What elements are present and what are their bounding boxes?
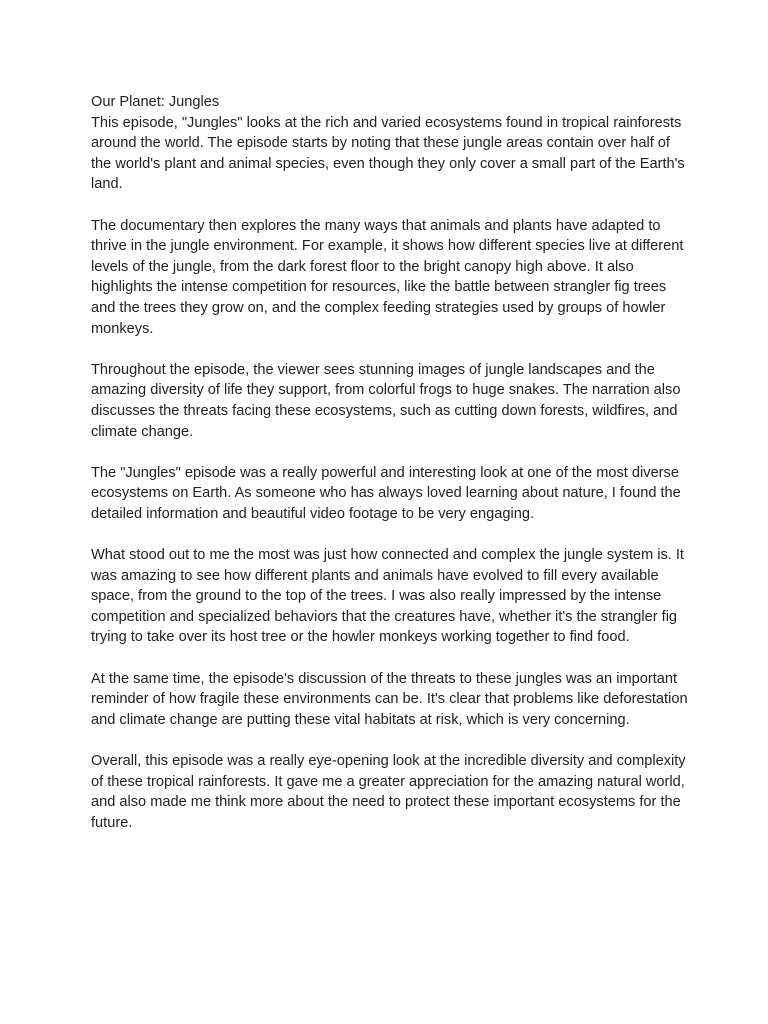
paragraph-4: The "Jungles" episode was a really powerful and interesting look at one of the most diverse ecosystems on Earth. As someone who has always loved learning about nature, I found the detailed information and beautiful video footage to be very engaging.	[91, 464, 681, 522]
paragraph-6: At the same time, the episode's discussion of the threats to these jungles was an important reminder of how fragile these environments can be. It's clear that problems like deforestation and climate change are putting these vital habitats at risk, which is very concerning.	[91, 670, 688, 728]
document-body	[91, 92, 691, 854]
paragraph-7: Overall, this episode was a really eye-opening look at the incredible diversity and complexity of these tropical rainforests. It gave me a greater appreciation for the amazing natural world, and also made me think more about the need to protect these important ecosystems for the future.	[91, 753, 686, 831]
paragraph-1: This episode, "Jungles" looks at the rich and varied ecosystems found in tropical rainforests around the world. The episode starts by noting that these jungle areas contain over half of the world's plant and animal species, even though they only cover a small part of the Earth's land.	[91, 114, 685, 193]
paragraph-2: The documentary then explores the many ways that animals and plants have adapted to thrive in the jungle environment. For example, it shows how different species live at different levels of the jungle, from the dark forest floor to the bright canopy high above. It also highlights the intense competition for resources, like the battle between strangler fig trees and the trees they grow on, and the complex feeding strategies used by groups of howler monkeys.	[91, 217, 684, 337]
document-title: Our Planet: Jungles	[91, 94, 220, 110]
paragraph-5: What stood out to me the most was just how connected and complex the jungle system is. It was amazing to see how different plants and animals have evolved to fill every available space, from the ground to the top of the trees. I was also really impressed by the intense competition and specialized behaviors that the creatures have, whether it's the strangler fig trying to take over its host tree or the howler monkeys working together to find food.	[91, 547, 684, 646]
paragraph-3: Throughout the episode, the viewer sees stunning images of jungle landscapes and the amazing diversity of life they support, from colorful frogs to huge snakes. The narration also discusses the threats facing these ecosystems, such as cutting down forests, wildfires, and climate change.	[91, 361, 681, 440]
